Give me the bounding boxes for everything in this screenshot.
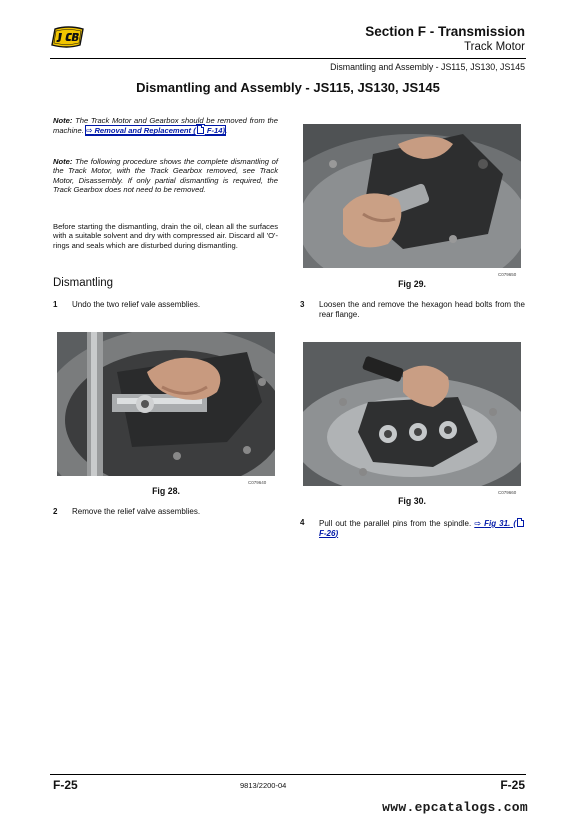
step-text: Remove the relief valve assemblies. bbox=[72, 507, 201, 516]
footer-rule bbox=[50, 774, 526, 775]
step-number: 4 bbox=[300, 518, 305, 527]
note-2 bbox=[53, 157, 278, 195]
step-text: Undo the two relief vale assemblies. bbox=[72, 300, 201, 309]
fig-30-code: C079660 bbox=[498, 490, 517, 495]
page-number-left: F-25 bbox=[53, 778, 78, 792]
section-subtitle: Track Motor bbox=[464, 41, 525, 53]
fig-28-code: C079640 bbox=[248, 480, 267, 485]
watermark: www.epcatalogs.com bbox=[382, 800, 528, 815]
document-number: 9813/2200-04 bbox=[240, 781, 287, 790]
note-label: Note: bbox=[53, 157, 73, 166]
note-text: The following procedure shows the complete dismantling of the Track Motor, with the Track Gearbox removed, see Track Motor, Disassembly. If only partial dismantling is required, the Track Gearbox does not need to be removed. bbox=[53, 157, 278, 195]
subheading-dismantling: Dismantling bbox=[53, 277, 114, 289]
page-title: Dismantling and Assembly - JS115, JS130, JS145 bbox=[136, 80, 440, 95]
step-number: 2 bbox=[53, 507, 58, 516]
header-rule bbox=[50, 58, 526, 59]
step-4 bbox=[300, 518, 525, 540]
jcb-logo bbox=[50, 26, 86, 49]
intro-text: Before starting the dismantling, drain the oil, clean all the surfaces with a suitable solvent and dry with compressed air. Discard all 'O'-rings and seals which are disturbed during dismantling. bbox=[53, 222, 278, 250]
step-text: Loosen the and remove the hexagon head bolts from the rear flange. bbox=[319, 300, 525, 319]
track-motor-photo bbox=[303, 124, 521, 268]
step-text: Pull out the parallel pins from the spindle. ⇨ Fig 31. ( F-26) bbox=[319, 518, 525, 539]
fig-31-link[interactable]: ⇨ Fig 31. ( F-26) bbox=[319, 519, 525, 538]
breadcrumb: Dismantling and Assembly - JS115, JS130, JS145 bbox=[330, 62, 525, 72]
track-motor-photo bbox=[303, 342, 521, 486]
fig-29-photo bbox=[303, 124, 521, 268]
section-title: Section F - Transmission bbox=[365, 24, 525, 39]
page-number-right: F-25 bbox=[500, 778, 525, 792]
note-text: The Track Motor and Gearbox should be removed from the machine. bbox=[53, 116, 278, 136]
step-1 bbox=[53, 300, 278, 312]
intro-paragraph bbox=[53, 222, 278, 250]
note-1: Note: The Track Motor and Gearbox should be removed from the machine. ⇨ Removal and Replacement ( F-14). bbox=[53, 116, 278, 136]
fig-29-code: C079650 bbox=[498, 272, 517, 277]
track-motor-photo bbox=[57, 332, 275, 476]
fig-28-photo bbox=[57, 332, 275, 476]
page-ref-icon bbox=[517, 518, 524, 527]
fig-30-photo bbox=[303, 342, 521, 486]
step-2 bbox=[53, 507, 278, 519]
step-3 bbox=[300, 300, 525, 322]
fig-29-caption: Fig 29. bbox=[398, 279, 426, 289]
step-number: 3 bbox=[300, 300, 305, 309]
step-number: 1 bbox=[53, 300, 58, 309]
page-ref-icon bbox=[197, 125, 204, 134]
note-label: Note: bbox=[53, 116, 73, 125]
removal-replacement-link[interactable]: ⇨ Removal and Replacement ( F-14) bbox=[85, 126, 226, 136]
fig-28-caption: Fig 28. bbox=[152, 486, 180, 496]
fig-30-caption: Fig 30. bbox=[398, 496, 426, 506]
